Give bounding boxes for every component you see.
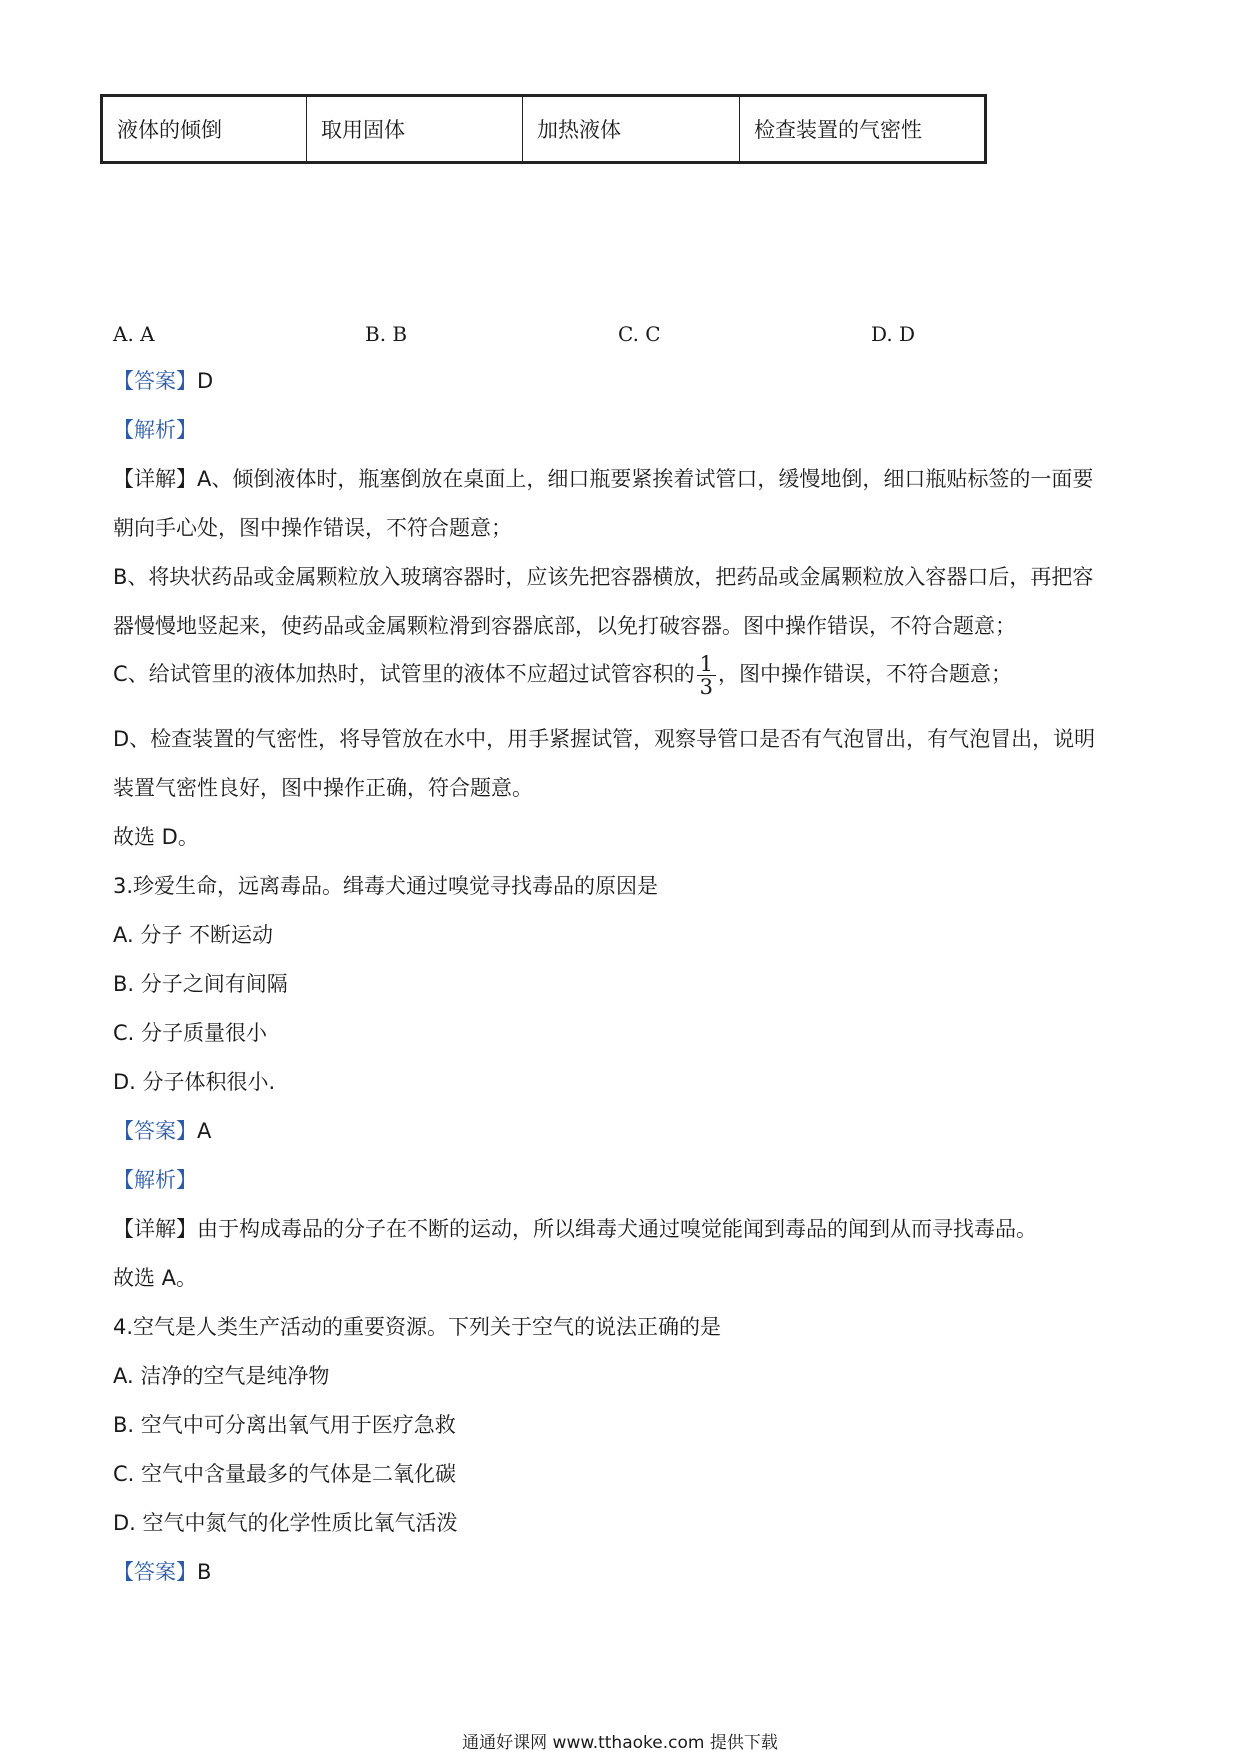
q2-detail-line-2: 朝向手心处，图中操作错误，不符合题意； [113,516,512,540]
q2-option-d: D. D [871,322,916,346]
q2-detail-line-d2: 装置气密性良好，图中操作正确，符合题意。 [113,776,533,800]
detail-text: C、给试管里的液体加热时，试管里的液体不应超过试管容积的 [113,662,695,686]
table-cell: 加热液体 [523,96,740,163]
q2-detail-line-1 [113,465,1093,493]
q4-option-c: C. 空气中含量最多的气体是二氧化碳 [113,1462,457,1486]
table-row [102,96,986,163]
answer-tag: 【答案】 [113,1560,197,1584]
detail-tag: 【详解】 [113,467,197,491]
q3-option-d: D. 分子体积很小. [113,1070,276,1094]
answer-tag: 【答案】 [113,369,197,393]
q2-options [113,322,963,348]
q3-question: 3.珍爱生命，远离毒品。缉毒犬通过嗅觉寻找毒品的原因是 [113,874,659,898]
experiment-label-table [100,94,987,164]
q3-answer [113,1117,211,1145]
fraction-numerator: 1 [697,653,716,676]
table-cell: 液体的倾倒 [102,96,307,163]
q3-option-a: A. 分子 不断运动 [113,923,274,947]
q2-option-c: C. C [618,322,661,346]
one-third-fraction [697,653,716,698]
analysis-tag: 【解析】 [113,1168,197,1192]
q2-detail-line-4: 器慢慢地竖起来，使药品或金属颗粒滑到容器底部，以免打破容器。图中操作错误，不符合题意； [113,614,1016,638]
q3-conclusion: 故选 A。 [113,1266,198,1290]
q4-question: 4.空气是人类生产活动的重要资源。下列关于空气的说法正确的是 [113,1315,722,1339]
detail-text: A、倾倒液体时，瓶塞倒放在桌面上，细口瓶要紧挨着试管口，缓慢地倒，细口瓶贴标签的一面要 [197,467,1094,491]
q2-answer [113,367,213,395]
q3-analysis [113,1166,197,1194]
q4-answer [113,1558,211,1586]
q2-option-b: B. B [365,322,408,346]
q2-detail-line-3: B、将块状药品或金属颗粒放入玻璃容器时，应该先把容器横放，把药品或金属颗粒放入容器口后，再把容 [113,565,1094,589]
analysis-tag: 【解析】 [113,418,197,442]
q2-conclusion: 故选 D。 [113,825,199,849]
q4-option-a: A. 洁净的空气是纯净物 [113,1364,330,1388]
q2-detail-line-c [113,652,1012,698]
table-cell: 取用固体 [307,96,523,163]
q3-detail [113,1215,1037,1243]
q4-option-b: B. 空气中可分离出氧气用于医疗急救 [113,1413,456,1437]
q4-option-d: D. 空气中氮气的化学性质比氧气活泼 [113,1511,458,1535]
page-footer: 通通好课网 www.tthaoke.com 提供下载 [462,1733,778,1753]
fraction-denominator: 3 [699,674,714,699]
answer-value: B [197,1560,212,1584]
detail-text: 由于构成毒品的分子在不断的运动，所以缉毒犬通过嗅觉能闻到毒品的闻到从而寻找毒品。 [197,1217,1037,1241]
answer-tag: 【答案】 [113,1119,197,1143]
q2-analysis [113,416,197,444]
q3-option-c: C. 分子质量很小 [113,1021,268,1045]
detail-tag: 【详解】 [113,1217,197,1241]
q3-option-b: B. 分子之间有间隔 [113,972,288,996]
table-cell: 检查装置的气密性 [740,96,986,163]
detail-text: ，图中操作错误，不符合题意； [718,662,1013,686]
q2-detail-line-d1: D、检查装置的气密性，将导管放在水中，用手紧握试管，观察导管口是否有气泡冒出，有气泡冒出，说明 [113,727,1096,751]
answer-value: A [197,1119,212,1143]
answer-value: D [197,369,214,393]
q2-option-a: A. A [113,322,155,346]
